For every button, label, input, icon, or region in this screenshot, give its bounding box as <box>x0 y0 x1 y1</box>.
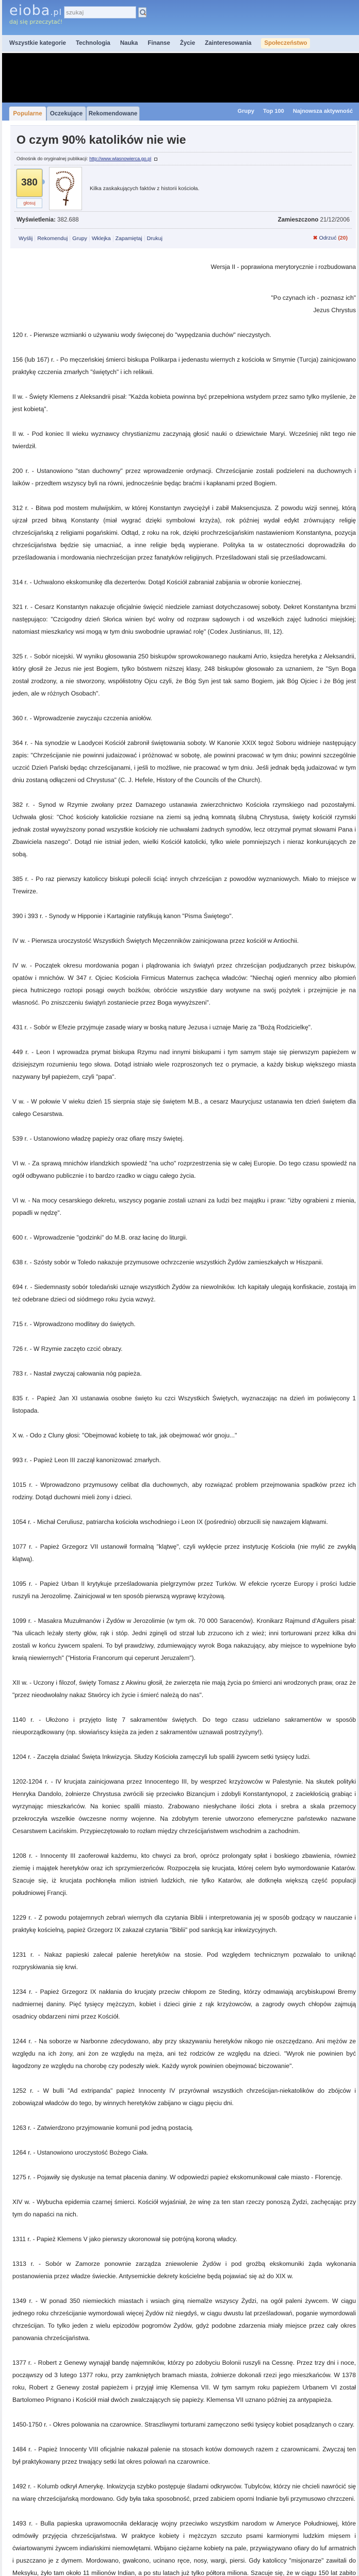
timeline-entry: 835 r. - Papież Jan XI ustanawia osobne święto ku czci Wszystkich Świętych, wyznaczając na dzień im poświęcony 1 listopada. <box>12 1395 356 1414</box>
timeline-entry: 1202-1204 r. - IV krucjata zainicjowana przez Innocentego III, by wesprzeć krzyżowców w Palestynie. Na skutek polityki Henryka Dandolo, żołnierze Chrystusa zwrócili się przeciwko Bizancjum i zdobyli Konstantynopol, z zaciekłością grabiąc i wyrzynając mieszkańców. Na koniec spalili miasto. Zrabowano niesłychane ilości złota i srebra a skala przemocy przekroczyła wszelkie ówczesne normy wojenne. Na zdobytym terenie utworzono efemeryczne państewko nazwane Cesarstwem Łacińskim. Przypieczętowało to rozłam między chrześcijaństwem wschodnim a zachodnim. <box>12 1778 356 1835</box>
timeline-entry: 726 r. - W Rzymie zaczęto czcić obrazy. <box>12 1345 123 1352</box>
timeline-entry: II w. - Pod koniec II wieku wyznawcy chrystianizmu zaczynają głosić nauki o dziewictwie Maryi. Wcześniej nikt tego nie twierdził. <box>12 430 356 450</box>
reject-button[interactable] <box>313 235 348 241</box>
site-header <box>2 0 359 35</box>
timeline-entry: 1493 r. - Bulla papieska uprawomocniła deklarację wojny przeciwko wszystkim narodom w Ameryce Południowej, które odmówiły przyjęcia chrześcijaństwa. W praktyce kobiety i mężczyzn szczuto psami karmionymi ludzkim mięsem i ćwiartowanymi żywcem indiańskimi niemowlętami. Wbijano ciężarne kobiety na pale, przywiązywano ofiary do luf armatnich i puszczano je z dymem. Mordowano, gwałcono, ucinano ręce, nosy, wargi, piersi. Gdy katoliccy "misjonarze" zawitali do Meksyku, żyło tam około 11 milionów Indian, a po stu latach już tylko półtora miliona. Szacuje się, że w ciągu 150 lat zabito <box>12 2520 356 2576</box>
timeline-entry: 312 r. - Bitwa pod mostem mulwijskim, w której Konstantyn zwyciężył i zabił Maksencjusza. Z powodu wizji sennej, którą ujrzał przed bitwą Konstanty (miał wygrać dzięki symbolowi krzyża), rok później wydał edykt zrównujący religię chrześcijańską z religiami pogańskimi. Odtąd, z roku na rok, dzięki prochrześcijańskim nastawieniom Konstantyna, pozycja chrześcijaństwa będzie się umacniać, a inne religie będą wypierane. Polityka ta w ostateczności doprowadziła do prześladowania i mordowania niechrześcijan przez fanatyków religijnych. Prześladowani stali się prześladowcami. <box>12 504 356 561</box>
timeline-entry: 1208 r. - Innocenty III zaoferował każdemu, kto chwyci za broń, oprócz prolongaty spłat i boskiego zbawienia, również ziemię i majątek heretyków oraz ich sprzymierzeńców. Rozpoczęła się krucjata, której celem było wymordowanie Katarów. Szacuje się, iż krucjata pochłonęła milion istnień ludzkich, nie tylko Katarów, ale dotknęła większą część populacji południowej Francji. <box>12 1852 356 1896</box>
timeline-entry: 1450-1750 r. - Okres polowania na czarownice. Straszliwymi torturami zamęczono setki tysięcy kobiet posądzanych o czary. <box>12 2421 355 2428</box>
reject-count: (20) <box>338 235 348 241</box>
timeline-entry: 539 r. - Ustanowiono władzę papieży oraz ofiarę mszy świętej. <box>12 1135 184 1142</box>
timeline-entry: 1252 r. - W bulli "Ad extripanda" papież Innocenty IV przyrównał wszystkich chrześcijan-niekatolików do zbójców i zobowiązał władców do tego, by winnych heretyków zabijano w ciągu pięciu dni. <box>12 2087 356 2107</box>
category-3[interactable]: Finanse <box>148 40 170 46</box>
action-wklejka[interactable]: Wklejka <box>90 235 113 242</box>
timeline-entry: 1054 r. - Michał Ceruliusz, patriarcha kościoła wschodniego i Leon IX (pośrednio) obrzucili się nawzajem klątwami. <box>12 1518 328 1526</box>
timeline-entry: 715 r. - Wprowadzono modlitwy do świętych. <box>12 1320 136 1328</box>
action-drukuj[interactable]: Drukuj <box>146 235 162 242</box>
article-summary: Kilka zaskakujących faktów z historii kościoła. <box>90 185 200 192</box>
external-link-icon <box>154 158 157 161</box>
timeline-entry: 1234 r. - Papież Grzegorz IX nakłania do krucjaty przeciw chłopom ze Steding, którzy odmawiają arcybiskupowi Bremy nadmiernej daniny. Pięć tysięcy mężczyzn, kobiet i dzieci ginie z rąk krzyżowców, a zagrody owych chłopów zajmują osadnicy obdarzeni nimi przez Kościół. <box>12 1988 356 2020</box>
timeline-entry: VI w. - Za sprawą mnichów irlandzkich spowiedź "na ucho" rozprzestrzenia się w całej Europie. Do tego czasu spowiedź na ogół odbywano publicznie i to bardzo rzadko w ciągu całego życia. <box>12 1160 356 1179</box>
timeline-entry: 449 r. - Leon I wprowadza prymat biskupa Rzymu nad innymi biskupami i tym samym staje się pierwszym papieżem w dzisiejszym rozumieniu tego słowa. Dotąd istniało wiele rozproszonych tez o prymacie, a każdy biskup większego miasta nazywany był papieżem, czyli "papa". <box>12 1048 356 1080</box>
timeline-entry: 1095 r. - Papież Urban II krytykuje prześladowania pielgrzymów przez Turków. W efekcie rycerze Europy i prości ludzie ruszyli na Jerozolimę. Zainicjował w ten sposób pierwszą wyprawę krzyżową. <box>12 1580 356 1600</box>
article-actions <box>14 229 352 248</box>
timeline-entry: IV w. - Początek okresu mordowania pogan i plądrowania ich świątyń przez chrześcijan podjudzanych przez biskupów, opatów i mnichów. W 347 r. Ojciec Kościoła Firmicus Maternus zachęca władców: "Niechaj ogień mennicy albo płomień pieca hutniczego roztopi posągi owych bożków, obróćcie wszystkie dary wotywne na swój pożytek i przejmijcie je na własność. Po zniszczeniu świątyń zostaniecie przez Boga wywyższeni". <box>12 962 356 1006</box>
article-body <box>12 248 356 2576</box>
site-logo[interactable] <box>9 3 62 25</box>
reject-label: Odrzuć <box>319 235 337 241</box>
link-top100[interactable]: Top 100 <box>263 108 284 114</box>
timeline-entry: 783 r. - Nastał zwyczaj całowania nóg papieża. <box>12 1370 142 1377</box>
action-zapamietaj[interactable]: Zapamiętaj <box>113 235 145 242</box>
category-0[interactable]: Wszystkie kategorie <box>9 40 66 46</box>
timeline-entry: 321 r. - Cesarz Konstantyn nakazuje oficjalnie święcić niedziele zamiast dotychczasowej soboty. Dekret Konstantyna brzmi następująco: "Czcigodny dzień Słońca winien być wolny od rozpraw sądowych i od wszelkich zajęć ludności miejskiej; natomiast mieszkańcy wsi mogą w tym dniu swobodnie uprawiać rolę" (Codex Justinianus, III, 12). <box>12 603 356 635</box>
timeline-entry: 1349 r. - W ponad 350 niemieckich miastach i wsiach giną niemalże wszyscy Żydzi, na ogół paleni żywcem. W ciągu jednego roku chrześcijanie wymordowali więcej Żydów niż niegdyś, w ciągu dwustu lat prześladowań, poganie wymordowali chrześcijan. To tylko jeden z wielu epizodów pogromów Żydów, gdyż podobne zdarzenia miały miejsce przez cały okres panowania chrześcijaństwa. <box>12 2297 356 2342</box>
tab-oczekujace[interactable]: Oczekujące <box>46 106 86 121</box>
timeline-entry: 1015 r. - Wprowadzono przymusowy celibat dla duchownych, aby rozwiązać problem przejmowania spadków przez ich rodziny. Dotąd duchowni mieli żony i dzieci. <box>12 1481 356 1501</box>
tab-rekomendowane[interactable]: Rekomendowane <box>86 106 140 121</box>
timeline-entry: 1077 r. - Papież Grzegorz VII ustanowił formalną "klątwę", czyli wyklęcie przez instytucję Kościoła (nie mylić ze zwykłą klątwą). <box>12 1543 356 1563</box>
banner-ad <box>2 53 359 103</box>
link-grupy[interactable]: Grupy <box>237 108 254 114</box>
timeline-entry: 694 r. - Siedemnasty sobór toledański uznaje wszystkich Żydów za niewolników. Ich kapitały ulegają konfiskacie, zostają im też odebrane dzieci od siódmego roku życia wzwyż. <box>12 1283 356 1303</box>
timeline-entry: 390 i 393 r. - Synody w Hipponie i Kartaginie ratyfikują kanon "Pisma Świętego". <box>12 912 234 920</box>
timeline-entry: 431 r. - Sobór w Efezie przyjmuje zasadę wiary w boską naturę Jezusa i uznaje Marię za "Bożą Rodzicielkę". <box>12 1024 313 1031</box>
timeline-entry: XII w. - Uczony i filozof, święty Tomasz z Akwinu głosił, że zwierzęta nie mają życia po śmierci ani wrodzonych praw, oraz że "przez nieodwołalny nakaz Stwórcy ich życie i śmierć należą do nas". <box>12 1679 356 1699</box>
timeline-entry: 1264 r. - Ustanowiono uroczystość Bożego Ciała. <box>12 2149 149 2156</box>
timeline-entry: 120 r. - Pierwsze wzmianki o używaniu wody święconej do "wypędzania duchów" nieczystych. <box>12 331 271 338</box>
timeline-entry: 1377 r. - Robert z Genewy wynajął bandę najemników, którzy po zdobyciu Bolonii ruszyli na Cessnę. Przez trzy dni i noce, począwszy od 3 lutego 1377 roku, przy zamkniętych bramach miasta, żołnierze dokonali rzezi jego mieszkańców. W 1378 roku, Robert z Genewy został papieżem i przyjął imię Klemensa VII. W tym samym roku papieżem Urbanem VI został Bartolomeo Prignano i Kościół miał dwóch zwalczających się papieży. Klemensa VII uznano później za antypapieża. <box>12 2359 356 2403</box>
timeline-entry: 600 r. - Wprowadzenie "godzinki" do M.B. oraz łacinę do liturgii. <box>12 1234 188 1241</box>
timeline-entry: 364 r. - Na synodzie w Laodycei Kościół zabronił świętowania soboty. W Kanonie XXIX tegoż Soboru widnieje następujący zapis: "Chrześcijanie nie powinni judaizować i próżnować w sobotę, ale powinni pracować w tym dniu; powinni szczególnie uczcić Dzień Pański będąc chrześcijanami, i jeśli to możliwe, nie pracować w tym dniu. Jeśli jednak będą judaizować w tym dniu zostaną odłączeni od Chrystusa" (C. J. Hefele, History of the Councils of the Church). <box>12 739 356 784</box>
category-1[interactable]: Technologia <box>75 40 110 46</box>
views-label: Wyświetlenia: <box>17 217 56 223</box>
timeline-entry: 1140 r. - Ułożono i przyjęto listę 7 sakramentów świętych. Do tego czasu udzielano sakramentów w sposób nieuporządkowany (np. słowiańscy księża za jeden z sakramentów uznawali postrzyżyny!). <box>12 1716 356 1736</box>
origin-line <box>14 152 352 165</box>
link-najnowsza-aktywnosc[interactable]: Najnowsza aktywność <box>292 108 353 114</box>
summary-row <box>14 165 352 212</box>
timeline-entry: 638 r. - Szósty sobór w Toledo nakazuje przymusowe ochrzczenie wszystkich Żydów zamieszkałych w Hiszpanii. <box>12 1259 323 1266</box>
vote-count: 380 <box>17 169 42 197</box>
article-stats <box>14 212 352 229</box>
timeline-entry: 1229 r. - Z powodu potajemnych zebrań wiernych dla czytania Biblii i interpretowania jej w sposób godzący w nauczanie i praktykę kościelną, papież Grzegorz IX zakazał czytania "Biblii" pod sankcją kar inkwizycyjnych. <box>12 1914 356 1934</box>
action-grupy[interactable]: Grupy <box>70 235 90 242</box>
origin-link[interactable]: http://www.wlasnowierca.go.pl <box>89 156 152 161</box>
timeline-entry: 1484 r. - Papież Innocenty VIII oficjalnie nakazał palenie na stosach kotów domowych razem z czarownicami. Zwyczaj ten był praktykowany przez trwający setki lat okres polowań na czarownice. <box>12 2446 356 2465</box>
logo-tagline: daj się przeczytać! <box>9 19 63 25</box>
timeline-entry: 385 r. - Po raz pierwszy katoliccy biskupi polecili ściąć innych chrześcijan z powodów wyznaniowych. Miało to miejsce w Trewirze. <box>12 875 356 895</box>
category-2[interactable]: Nauka <box>120 40 138 46</box>
timeline-entry: 1313 r. - Sobór w Zamorze ponownie zarządza zniewolenie Żydów i pod groźbą ekskomuniki żąda wykonania postanowienia przez władze świeckie. Antysemickie dekrety kościelne będą pojawiać się aż do XIX w. <box>12 2260 356 2280</box>
timeline-entry: X w. - Odo z Cluny głosi: "Obejmować kobietę to tak, jak obejmować wór gnoju..." <box>12 1432 237 1439</box>
views-count: 382.688 <box>57 217 79 223</box>
timeline-entry: 1263 r. - Zatwierdzono przyjmowanie komunii pod jedną postacią. <box>12 2124 193 2131</box>
logo-main: eioba <box>9 3 51 19</box>
category-4[interactable]: Życie <box>180 40 195 46</box>
timeline-entry: 156 (lub 167) r. - Po męczeńskiej śmierci biskupa Polikarpa i jedenastu wiernych z kościoła w Smyrnie (Turcja) zainicjowano praktykę czczenia zmarłych "świętych" i ich relikwii. <box>12 356 356 376</box>
timeline-entry: XIV w. - Wybucha epidemia czarnej śmierci. Kościół wyjaśniał, że winę za ten stan rzeczy ponoszą Żydzi, zachęcając przy tym do napaści na nich. <box>12 2198 356 2218</box>
vote-widget <box>17 169 42 208</box>
rosary-thumbnail[interactable] <box>49 167 82 210</box>
timeline-entry: VI w. - Na mocy cesarskiego dekretu, wszyscy poganie zostali uznani za ludzi bez majątku i praw: "iżby ograbieni z mienia, popadli w nędzę". <box>12 1197 356 1216</box>
tab-popularne[interactable]: Popularne <box>9 106 46 121</box>
sidebar-edge <box>357 121 359 2576</box>
main-content <box>2 121 359 2576</box>
logo-tld: .pl <box>50 7 62 17</box>
category-5[interactable]: Zainteresowania <box>205 40 252 46</box>
motto-author: Jezus Chrystus <box>313 307 356 314</box>
action-rekomenduj[interactable]: Rekomenduj <box>35 235 70 242</box>
timeline-entry: V w. - W połowie V wieku dzień 15 sierpnia staje się świętem M.B., a cesarz Maurycjusz ustanawia ten dzień świętem dla całego Cesarstwa. <box>12 1098 356 1117</box>
search-input[interactable]: szukaj <box>64 6 136 19</box>
timeline-entry: 314 r. - Uchwalono ekskomunikę dla dezerterów. Dotąd Kościół zabraniał zabijania w obronie koniecznej. <box>12 579 302 586</box>
article-header-box <box>10 125 356 248</box>
timeline-entries <box>12 329 356 2576</box>
motto <box>12 292 356 316</box>
timeline-entry: II w. - Święty Klemens z Aleksandrii pisał: "Każda kobieta powinna być przepełniona wstydem przez samo tylko myślenie, że jest kobietą". <box>12 393 356 413</box>
timeline-entry: 993 r. - Papież Leon III zaczął kanonizować zmarłych. <box>12 1456 161 1464</box>
posted-date: 21/12/2006 <box>320 217 350 223</box>
timeline-entry: 1311 r. - Papież Klemens V jako pierwszy ukoronował się potrójną koroną władcy. <box>12 2235 237 2243</box>
category-nav <box>2 35 359 52</box>
magnifier-icon[interactable] <box>138 7 146 18</box>
timeline-entry: 1099 r. - Masakra Muzułmanów i Żydów w Jerozolimie (w tym ok. 70 000 Saracenów). Kronikarz Rajmund d'Aguilers pisał: "Na ulicach leżały sterty głów, rąk i stóp. Jedni zginęli od strzał lub zrzucono ich z wież; inni torturowani przez kilka dni zostali w końcu żywcem spaleni. To był prawdziwy, zdumiewający wyrok Boga nakazujący, aby miejsce to wypełnione było krwią niewiernych" ("Historia Francorum qui ceperunt Jeruzalem"). <box>12 1617 356 1662</box>
section-tabs <box>2 103 359 121</box>
timeline-entry: 1204 r. - Zaczęła działać Święta Inkwizycja. Słudzy Kościoła zamęczyli lub spalili żywcem setki tysięcy ludzi. <box>12 1753 311 1760</box>
motto-quote: "Po czynach ich - poznasz ich" <box>271 294 356 301</box>
vote-arrow-icon <box>42 179 45 184</box>
timeline-entry: 200 r. - Ustanowiono "stan duchowny" przez wprowadzenie ordynacji. Chrześcijanie zostali podzieleni na duchownych i laików - przedtem wszyscy byli na równi, jednocześnie będąc braćmi i kapłanami przed Bogiem. <box>12 467 356 487</box>
timeline-entry: 1244 r. - Na soborze w Narbonne zdecydowano, aby przy skazywaniu heretyków nikogo nie oszczędzano. Ani mężów ze względu na ich żony, ani żon ze względu na męża, ani też rodziców ze względu na dzieci. "Wyrok nie powinien być łagodzony ze względu na chorobę czy podeszły wiek. Każdy wyrok powinien obejmować biczowanie". <box>12 2038 356 2070</box>
close-icon: ✖ <box>313 235 318 241</box>
timeline-entry: 360 r. - Wprowadzenie zwyczaju czczenia aniołów. <box>12 715 152 722</box>
timeline-entry: 1231 r. - Nakaz papieski zalecał palenie heretyków na stosie. Pod względem technicznym pozwalało to uniknąć rozpryskiwania się krwi. <box>12 1951 356 1971</box>
article-title: O czym 90% katolików nie wie <box>14 126 352 152</box>
posted-label: Zamieszczono <box>278 217 319 223</box>
origin-label: Odnośnik do oryginalnej publikacji: <box>17 156 88 161</box>
version-note: Wersja II - poprawiona merytorycznie i rozbudowana <box>210 263 356 270</box>
timeline-entry: 325 r. - Sobór nicejski. W wyniku głosowania 250 biskupów sprowokowanego naukami Arrio, księdza heretyka z Aleksandrii, który głosił że Jezus nie jest Bogiem, tylko bóstwem niższej klasy, 248 biskupów głosowało za uznaniem, że "Syn Boga został zrodzony, a nie stworzony, współistotny Ojcu czyli, że Bóg Syn jest tak samo Bogiem, jak Bóg Ojciec i że Bóg jest jeden, ale w różnych Osobach". <box>12 653 356 697</box>
timeline-entry: 1492 r. - Kolumb odkrył Amerykę. Inkwizycja szybko postępuje śladami odkrywców. Tubylców, którzy nie chcieli nawrócić się na wiarę chrześcijańską mordowano. Gdy była taka sposobność, przed zabiciem oporni Indianie byli przymusowo chrzczeni. <box>12 2483 356 2502</box>
category-6[interactable]: Społeczeństwo <box>261 38 310 48</box>
action-wyslij[interactable]: Wyślij <box>17 235 35 242</box>
timeline-entry: 382 r. - Synod w Rzymie zwołany przez Damazego ustanawia zwierzchnictwo Kościoła rzymskiego nad pozostałymi. Uchwała głosi: "Choć kościoły katolickie rozsiane na ziemi są jedną komnatą ślubną Chrystusa, święty kościół rzymski jednak został wywyższony ponad wszystkie kościoły nie uchwałami żadnych synodów, lecz otrzymał prymat słowami Pana i Zbawiciela naszego". Dotąd nie istniał jeden, wielki Kościół katolicki, tylko wiele pomniejszych i nieraz konkurujących ze sobą. <box>12 801 356 858</box>
tab-links <box>231 108 353 114</box>
timeline-entry: IV w. - Pierwsza uroczystość Wszystkich Świętych Męczenników zainicjowana przez kościół w Antiochii. <box>12 937 299 944</box>
rosary-icon <box>50 167 81 210</box>
vote-button[interactable]: głosuj <box>17 198 42 208</box>
timeline-entry: 1275 r. - Pojawiły się dyskusje na temat płacenia daniny. W odpowiedzi papież ekskomunikował całe miasto - Florencję. <box>12 2174 342 2181</box>
